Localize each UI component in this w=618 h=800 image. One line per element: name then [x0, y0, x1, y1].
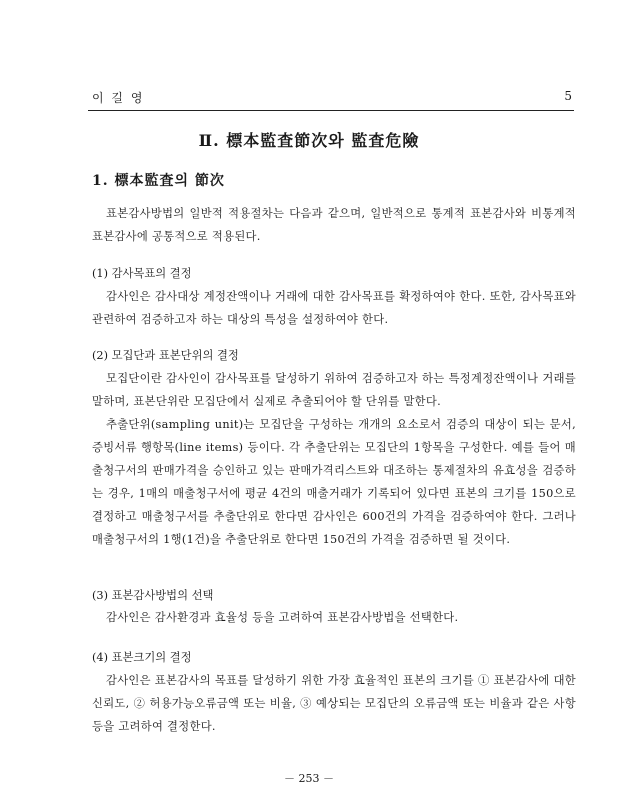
subsection-heading-3: (3) 표본감사방법의 선택	[92, 589, 214, 602]
subsection-body-2	[92, 367, 576, 551]
intro-paragraph: 표본감사방법의 일반적 적용절차는 다음과 같으며, 일반적으로 통계적 표본감사와 비통계적 표본감사에 공통적으로 적용된다.	[92, 207, 576, 243]
header-author: 이 길 영	[92, 91, 145, 105]
paragraph: 모집단이란 감사인이 감사목표를 달성하기 위하여 검증하고자 하는 특정계정잔액이나 거래를 말하며, 표본단위란 모집단에서 실제로 추출되어야 할 단위를 말한다.	[92, 372, 576, 408]
running-header	[92, 89, 572, 107]
subsection-heading-1: (1) 감사목표의 결정	[92, 267, 192, 280]
subsection-body-4	[92, 669, 576, 738]
subsection-heading-4: (4) 표본크기의 결정	[92, 651, 192, 664]
paragraph: 추출단위(sampling unit)는 모집단을 구성하는 개개의 요소로서 검증의 대상이 되는 문서, 증빙서류 행항목(line items) 등이다. 각 추출단위는 모집단의 1항목을 구성한다. 예를 들어 매출청구서의 판매가격을 승인하고 있는 판매가격리스트와 대조하는 통제절차의 유효성을 검증하는 경우, 1매의 매출청구서에 평균 4건의 매출거래가 기록되어 있다면 표본의 크기를 150으로 결정하고 매출청구서를 추출단위로 한다면 감사인은 600건의 가격을 검증하여야 한다. 그러나 매출청구서의 1행(1건)을 추출단위로 한다면 150건의 가격을 검증하면 될 것이다.	[92, 418, 576, 546]
paragraph: 감사인은 표본감사의 목표를 달성하기 위한 가장 효율적인 표본의 크기를 ① 표본감사에 대한 신뢰도, ② 허용가능오류금액 또는 비율, ③ 예상되는 모집단의 오류금액 또는 비율과 같은 사항 등을 고려하여 결정한다.	[92, 674, 576, 733]
paragraph: 감사인은 감사대상 계정잔액이나 거래에 대한 감사목표를 확정하여야 한다. 또한, 감사목표와 관련하여 검증하고자 하는 대상의 특성을 설정하여야 한다.	[92, 290, 576, 326]
subsection-body-1	[92, 285, 576, 331]
page-footer: － 253 －	[284, 772, 334, 785]
chapter-title: Ⅱ. 標本監査節次와 監査危險	[198, 131, 420, 150]
section-title: 1. 標本監査의 節次	[92, 173, 225, 189]
header-rule	[88, 110, 574, 111]
paragraph: 감사인은 감사환경과 효율성 등을 고려하여 표본감사방법을 선택한다.	[106, 611, 459, 624]
intro-paragraph-block	[92, 202, 576, 248]
subsection-body-3	[92, 606, 576, 629]
header-page-number: 5	[564, 89, 572, 103]
subsection-heading-2: (2) 모집단과 표본단위의 결정	[92, 349, 239, 362]
